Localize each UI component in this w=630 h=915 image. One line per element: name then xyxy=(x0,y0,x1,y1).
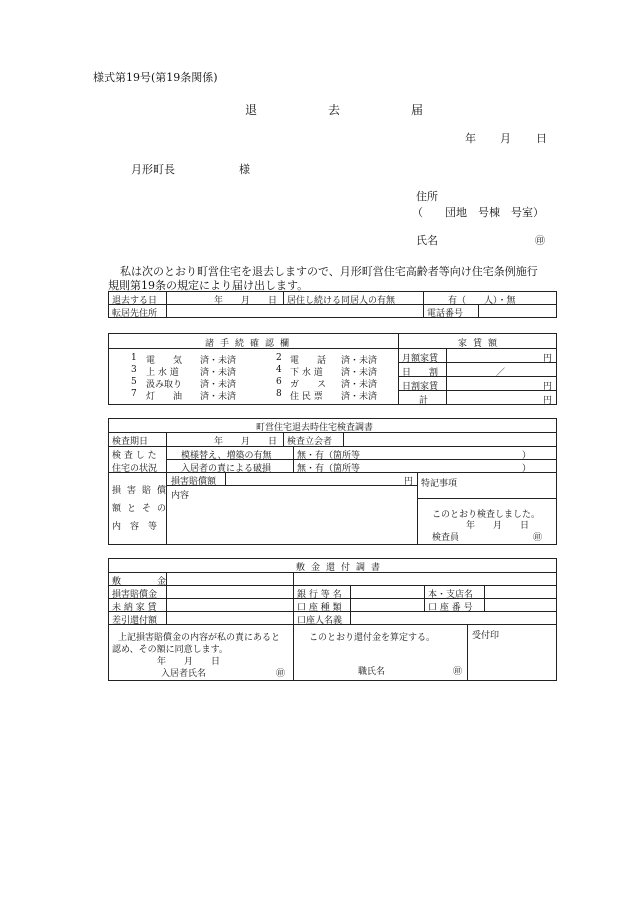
consent-date: 年 月 日 xyxy=(157,657,221,667)
title-char-2: 去 xyxy=(328,103,341,117)
rent-row-label: 計 xyxy=(419,396,429,406)
procedure-status: 済・未済 xyxy=(341,368,378,378)
consent-line: 認め、その額に同意します。 xyxy=(112,645,228,655)
rent-header: 家賃額 xyxy=(458,339,504,349)
damage-amount-label: 損害賠償額 xyxy=(171,477,217,487)
new-address-label: 転居先住所 xyxy=(112,309,158,319)
leave-date-value: 年 月 日 xyxy=(214,296,278,306)
date-year: 年 xyxy=(465,132,476,145)
rent-row-label: 日割家賃 xyxy=(402,382,439,392)
deposit-row-mid: 口座人名義 xyxy=(297,616,343,626)
rent-row-label: 月額家賃 xyxy=(402,354,439,364)
statement-line-2: 規則第19条の規定により届け出します。 xyxy=(108,279,309,292)
continuing-resident-label: 居住し続ける同居人の有無 xyxy=(287,296,396,306)
condition-close: ） xyxy=(522,451,532,461)
procedure-status: 済・未済 xyxy=(341,356,378,366)
consent-line: 上記損害賠償金の内容が私の責にあると xyxy=(118,633,281,643)
inspection-header: 町営住宅退去時住宅検査調書 xyxy=(256,423,374,433)
procedure-no: 6 xyxy=(276,377,282,387)
date-month: 月 xyxy=(500,132,511,145)
procedure-no: 5 xyxy=(131,377,137,387)
inspected-note: このとおり検査しました。 xyxy=(432,510,541,520)
procedure-name: 電 話 xyxy=(290,356,327,366)
procedure-name: 汲み取り xyxy=(146,380,183,390)
procedure-no: 3 xyxy=(131,365,137,375)
name-label: 氏名 xyxy=(416,234,438,247)
procedure-no: 4 xyxy=(276,365,282,375)
deposit-row-mid: 銀 行 等 名 xyxy=(297,590,342,600)
deposit-header: 敷金還付調書 xyxy=(296,563,387,573)
procedure-name: 上 水 道 xyxy=(146,368,179,378)
rent-row-unit: 円 xyxy=(543,396,553,406)
deposit-row-label: 敷 金 xyxy=(112,577,173,587)
applicant-seal: ㊞ xyxy=(535,236,545,247)
rent-row-label: 日 割 xyxy=(402,368,439,378)
procedure-name: 下 水 道 xyxy=(290,368,323,378)
deposit-row-label: 差引還付額 xyxy=(112,616,158,626)
condition-value: 無・有（箇所等 xyxy=(297,464,361,474)
damage-label-line: 額とその xyxy=(112,504,173,514)
deposit-row-mid: 口 座 種 類 xyxy=(297,603,342,613)
procedure-status: 済・未済 xyxy=(341,392,378,402)
procedure-status: 済・未済 xyxy=(341,380,378,390)
witness-label: 検査立会者 xyxy=(287,437,333,447)
addressee-name: 月形町長 xyxy=(131,163,175,176)
damage-amount-unit: 円 xyxy=(404,477,414,487)
remarks-label: 特記事項 xyxy=(421,479,458,489)
procedure-name: 住 民 票 xyxy=(290,392,323,402)
procedure-no: 2 xyxy=(276,353,282,363)
condition-close: ） xyxy=(522,464,532,474)
resident-seal: ㊞ xyxy=(276,669,286,679)
rent-row-unit: ／ xyxy=(496,368,506,378)
procedure-no: 1 xyxy=(131,353,137,363)
damage-label-line: 内 容 等 xyxy=(112,522,158,532)
procedure-name: 電 気 xyxy=(146,356,183,366)
staff-seal: ㊞ xyxy=(453,667,463,677)
deposit-row-right: 本・支店名 xyxy=(428,590,474,600)
content-label: 内容 xyxy=(171,491,190,501)
inspector-seal: ㊞ xyxy=(533,533,543,543)
procedure-no: 8 xyxy=(276,389,282,399)
condition-label-2: 住宅の状況 xyxy=(112,464,158,474)
phone-label: 電話番号 xyxy=(427,309,464,319)
receipt-label: 受付印 xyxy=(472,631,500,641)
rent-row-unit: 円 xyxy=(543,382,553,392)
procedure-status: 済・未済 xyxy=(200,356,237,366)
procedure-status: 済・未済 xyxy=(200,392,237,402)
address-label: 住所 xyxy=(416,190,438,203)
inspector-label: 検査員 xyxy=(432,533,460,543)
condition-item: 入居者の責による破損 xyxy=(181,464,272,474)
deposit-row-label: 損害賠償金 xyxy=(112,590,158,600)
procedure-name: 灯 油 xyxy=(146,392,183,402)
procedures-header: 諸手続確認欄 xyxy=(205,339,296,349)
title-char-1: 退 xyxy=(245,103,258,117)
deposit-row-right: 口 座 番 号 xyxy=(428,603,473,613)
rent-row-unit: 円 xyxy=(543,354,553,364)
addressee-honorific: 様 xyxy=(239,163,250,176)
title-char-3: 届 xyxy=(411,103,424,117)
condition-item: 模様替え、増築の有無 xyxy=(181,451,272,461)
inspected-date: 年 月 日 xyxy=(466,521,530,531)
procedure-name: ガ ス xyxy=(290,380,327,390)
statement-line-1: 私は次のとおり町営住宅を退去しますので、月形町営住宅高齢者等向け住宅条例施行 xyxy=(120,265,538,278)
date-day: 日 xyxy=(536,132,547,145)
deposit-row-label: 未 納 家 賃 xyxy=(112,603,157,613)
procedure-status: 済・未済 xyxy=(200,368,237,378)
resident-label: 入居者氏名 xyxy=(161,669,207,679)
condition-label-1: 検 査 し た xyxy=(112,451,157,461)
condition-value: 無・有（箇所等 xyxy=(297,451,361,461)
procedure-no: 7 xyxy=(131,389,137,399)
inspection-date-label: 検査期日 xyxy=(112,437,149,447)
address-detail: （ 団地 号棟 号室） xyxy=(412,206,544,219)
form-number: 様式第19号(第19条関係) xyxy=(93,71,218,84)
staff-label: 職氏名 xyxy=(358,667,386,677)
damage-label-line: 損害賠償 xyxy=(112,486,173,496)
continuing-resident-value: 有（ 人）・無 xyxy=(448,296,516,306)
inspection-date-value: 年 月 日 xyxy=(214,437,278,447)
leave-date-label: 退去する日 xyxy=(112,296,158,306)
calc-note: このとおり還付金を算定する。 xyxy=(309,633,436,643)
procedure-status: 済・未済 xyxy=(200,380,237,390)
